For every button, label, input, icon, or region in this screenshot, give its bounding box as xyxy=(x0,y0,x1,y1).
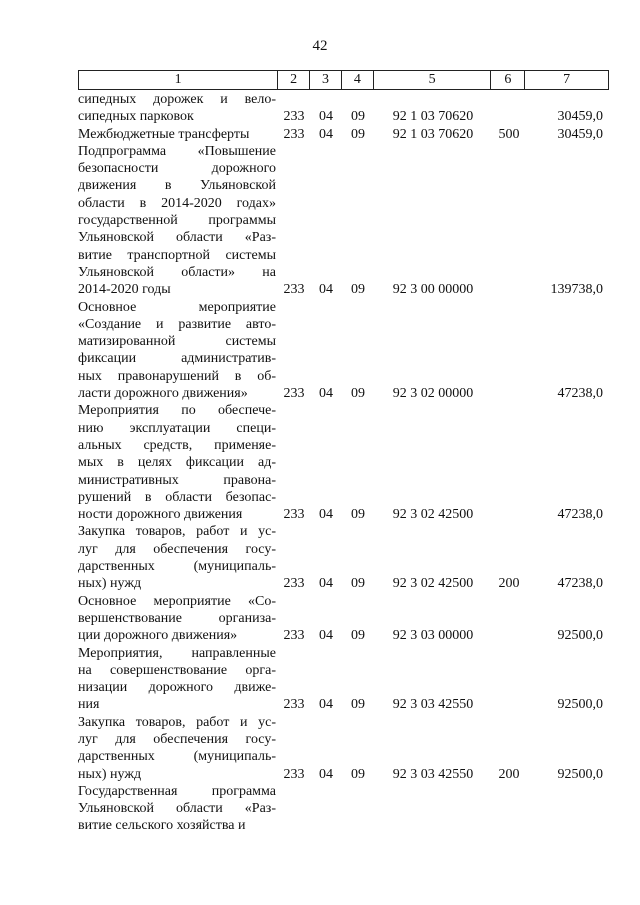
row-name-line: рушений в области безопас- xyxy=(78,489,276,505)
row-name-line: Государственная программа xyxy=(78,783,276,799)
row-code-2: 233 xyxy=(283,697,305,713)
table-row xyxy=(78,299,609,403)
row-name xyxy=(78,645,278,714)
row-name-line: Мероприятия, направленные xyxy=(78,645,276,661)
row-name-line: луг для обеспечения госу- xyxy=(78,731,276,747)
row-name-line: дарственных (муниципаль- xyxy=(78,749,276,765)
row-code-4: 09 xyxy=(351,282,365,298)
row-name xyxy=(78,299,278,403)
row-name-line: движения в Ульяновской xyxy=(78,178,276,194)
row-code-2: 233 xyxy=(283,109,305,125)
row-name-line: матизированной системы xyxy=(78,334,276,350)
row-name-line: витие сельского хозяйства и xyxy=(78,818,246,834)
table-row xyxy=(78,91,609,126)
row-code-4: 09 xyxy=(351,766,365,782)
row-name-line: на совершенствование орга- xyxy=(78,662,276,678)
row-code-2: 233 xyxy=(283,282,305,298)
row-code-3: 04 xyxy=(319,507,333,523)
row-code-2: 233 xyxy=(283,628,305,644)
row-name xyxy=(78,593,278,645)
row-code-4: 09 xyxy=(351,507,365,523)
row-code-3: 04 xyxy=(319,576,333,592)
header-col-4: 4 xyxy=(342,71,374,89)
header-col-2: 2 xyxy=(278,71,310,89)
table-row xyxy=(78,783,609,835)
row-name xyxy=(78,714,278,783)
row-name xyxy=(78,402,278,523)
row-target-code: 92 3 00 00000 xyxy=(392,282,474,298)
row-name-line: Подпрограмма «Повышение xyxy=(78,143,276,159)
table-row xyxy=(78,645,609,714)
row-name xyxy=(78,783,278,835)
row-code-4: 09 xyxy=(351,126,365,142)
row-code-3: 04 xyxy=(319,386,333,402)
row-target-code: 92 3 03 00000 xyxy=(392,628,474,644)
row-name-line: фиксации административ- xyxy=(78,351,276,367)
table-body xyxy=(78,91,609,835)
row-expense-type: 500 xyxy=(498,126,520,142)
row-name-line: Основное мероприятие «Со- xyxy=(78,593,276,609)
row-code-4: 09 xyxy=(351,109,365,125)
row-amount: 30459,0 xyxy=(557,126,603,142)
row-name-line: альных средств, применяе- xyxy=(78,437,276,453)
row-code-3: 04 xyxy=(319,109,333,125)
row-name-line: нию эксплуатации специ- xyxy=(78,420,276,436)
row-code-2: 233 xyxy=(283,386,305,402)
table-row xyxy=(78,523,609,592)
row-target-code: 92 1 03 70620 xyxy=(392,109,474,125)
row-name-line: министративных правона- xyxy=(78,472,276,488)
row-name-line: безопасности дорожного xyxy=(78,161,276,177)
row-code-4: 09 xyxy=(351,386,365,402)
row-name-line: сипедных дорожек и вело- xyxy=(78,92,276,107)
row-name-line: ности дорожного движения xyxy=(78,507,243,523)
row-code-4: 09 xyxy=(351,576,365,592)
row-amount: 92500,0 xyxy=(557,628,603,644)
row-name-line: ния xyxy=(78,697,100,713)
row-name-line: государственной программы xyxy=(78,213,276,229)
row-name xyxy=(78,126,278,143)
table-row xyxy=(78,402,609,523)
row-name-line: Ульяновской области «Раз- xyxy=(78,801,276,817)
header-col-6: 6 xyxy=(491,71,525,89)
row-name-line: дарственных (муниципаль- xyxy=(78,559,276,575)
row-name-line: ных) нужд xyxy=(78,766,142,782)
row-code-4: 09 xyxy=(351,697,365,713)
row-code-3: 04 xyxy=(319,697,333,713)
row-expense-type: 200 xyxy=(498,766,520,782)
header-col-1: 1 xyxy=(79,71,278,89)
table-row xyxy=(78,126,609,143)
row-name-line: Ульяновской области «Раз- xyxy=(78,230,276,246)
row-name-line: витие транспортной системы xyxy=(78,247,276,263)
row-expense-type: 200 xyxy=(498,576,520,592)
row-code-4: 09 xyxy=(351,628,365,644)
row-amount: 92500,0 xyxy=(557,697,603,713)
row-name-line: области в 2014-2020 годах» xyxy=(78,195,276,211)
row-code-3: 04 xyxy=(319,628,333,644)
row-code-2: 233 xyxy=(283,766,305,782)
row-amount: 30459,0 xyxy=(557,109,603,125)
row-name-line: Ульяновской области» на xyxy=(78,264,276,280)
row-target-code: 92 1 03 70620 xyxy=(392,126,474,142)
header-col-7: 7 xyxy=(563,72,571,87)
row-name xyxy=(78,523,278,592)
row-amount: 139738,0 xyxy=(550,282,603,298)
row-code-3: 04 xyxy=(319,126,333,142)
row-amount: 47238,0 xyxy=(557,386,603,402)
row-amount: 47238,0 xyxy=(557,576,603,592)
table-row xyxy=(78,593,609,645)
row-name-line: ных правонарушений в об- xyxy=(78,368,276,384)
row-amount: 92500,0 xyxy=(557,766,603,782)
row-name-line: Закупка товаров, работ и ус- xyxy=(78,714,276,730)
row-name-line: ласти дорожного движения» xyxy=(78,386,248,402)
table-row xyxy=(78,714,609,783)
row-target-code: 92 3 02 42500 xyxy=(392,576,474,592)
row-target-code: 92 3 03 42550 xyxy=(392,766,474,782)
row-name-line: Закупка товаров, работ и ус- xyxy=(78,524,276,540)
row-target-code: 92 3 02 42500 xyxy=(392,507,474,523)
row-name-line: Основное мероприятие xyxy=(78,299,276,315)
row-name-line: «Создание и развитие авто- xyxy=(78,316,276,332)
row-target-code: 92 3 02 00000 xyxy=(392,386,474,402)
row-name-line: мых в целях фиксации ад- xyxy=(78,455,276,471)
row-target-code: 92 3 03 42550 xyxy=(392,697,474,713)
row-name-line: 2014-2020 годы xyxy=(78,282,171,298)
page-number: 42 xyxy=(312,38,328,54)
table-row xyxy=(78,143,609,299)
row-name-line: ных) нужд xyxy=(78,576,142,592)
row-name xyxy=(78,143,278,299)
header-col-3: 3 xyxy=(310,71,342,89)
row-name-line: низации дорожного движе- xyxy=(78,680,276,696)
row-name-line: Мероприятия по обеспече- xyxy=(78,403,276,419)
row-name-line: Межбюджетные трансферты xyxy=(78,126,250,142)
table-header xyxy=(78,70,609,90)
row-code-2: 233 xyxy=(283,576,305,592)
row-name xyxy=(78,91,278,126)
row-name-line: ции дорожного движения» xyxy=(78,628,238,644)
header-col-5: 5 xyxy=(374,71,492,89)
row-name-line: луг для обеспечения госу- xyxy=(78,541,276,557)
row-code-2: 233 xyxy=(283,507,305,523)
row-code-3: 04 xyxy=(319,766,333,782)
row-name-line: сипедных парковок xyxy=(78,109,194,125)
row-code-3: 04 xyxy=(319,282,333,298)
row-name-line: вершенствование организа- xyxy=(78,610,276,626)
row-amount: 47238,0 xyxy=(557,507,603,523)
row-code-2: 233 xyxy=(283,126,305,142)
